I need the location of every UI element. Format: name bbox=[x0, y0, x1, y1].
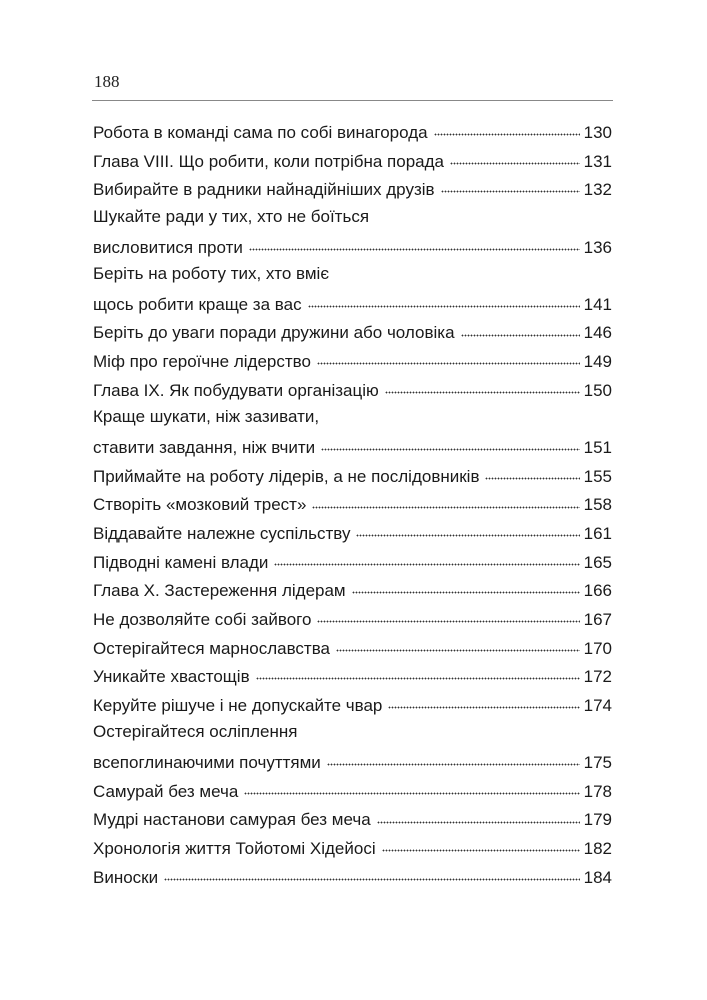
toc-entry-page: 166 bbox=[583, 581, 612, 601]
toc-entry bbox=[93, 551, 612, 580]
toc-entry-title: Не дозволяйте собі зайвого bbox=[93, 609, 312, 629]
dot-leader bbox=[308, 295, 580, 312]
toc-entry bbox=[93, 694, 612, 723]
dot-leader bbox=[450, 151, 580, 168]
dot-leader bbox=[249, 237, 580, 254]
dot-leader bbox=[321, 438, 579, 455]
toc-entry-title: Глава VIII. Що робити, коли потрібна порада bbox=[93, 151, 444, 171]
toc-entry bbox=[93, 207, 612, 236]
toc-entry bbox=[93, 178, 612, 207]
dot-leader bbox=[244, 781, 579, 798]
toc-entry-page: 175 bbox=[583, 753, 612, 773]
toc-entry bbox=[93, 379, 612, 408]
toc-entry bbox=[93, 665, 612, 694]
dot-leader bbox=[382, 839, 580, 856]
dot-leader bbox=[461, 323, 580, 340]
toc-entry-title: Віддавайте належне суспільству bbox=[93, 523, 351, 543]
toc-entry-title: Виноски bbox=[93, 867, 159, 887]
toc-entry bbox=[93, 236, 612, 265]
toc-entry bbox=[93, 780, 612, 809]
dot-leader bbox=[274, 552, 579, 569]
dot-leader bbox=[256, 667, 580, 684]
toc-entry-page: 150 bbox=[583, 380, 612, 400]
toc-entry-page: 141 bbox=[583, 294, 612, 314]
toc-entry-page: 131 bbox=[583, 151, 612, 171]
toc-entry-title: Беріть на роботу тих, хто вміє bbox=[93, 264, 329, 284]
toc-entry-title: Беріть до уваги поради дружини або чоловіка bbox=[93, 323, 455, 343]
dot-leader bbox=[312, 495, 579, 512]
toc-entry-page: 179 bbox=[583, 810, 612, 830]
toc-entry-title: Вибирайте в радники найнадійніших друзів bbox=[93, 180, 435, 200]
toc-entry-title: Міф про героїчне лідерство bbox=[93, 352, 311, 372]
toc-entry-title: Глава IX. Як побудувати організацію bbox=[93, 380, 379, 400]
toc-entry-title: Мудрі настанови самурая без меча bbox=[93, 810, 371, 830]
toc-entry bbox=[93, 407, 612, 436]
toc-entry-title: висловитися проти bbox=[93, 237, 243, 257]
toc-entry-title: Створіть «мозковий трест» bbox=[93, 495, 307, 515]
toc-entry-page: 155 bbox=[583, 466, 612, 486]
toc-entry bbox=[93, 751, 612, 780]
toc-entry bbox=[93, 293, 612, 322]
toc-entry-page: 174 bbox=[583, 695, 612, 715]
toc-entry-title: Краще шукати, ніж зазивати, bbox=[93, 407, 320, 427]
toc-entry-page: 182 bbox=[583, 839, 612, 859]
toc-entry-page: 161 bbox=[583, 523, 612, 543]
toc-entry-title: Самурай без меча bbox=[93, 781, 239, 801]
toc-entry-page: 178 bbox=[583, 781, 612, 801]
toc-entry-page: 146 bbox=[583, 323, 612, 343]
toc-entry-page: 136 bbox=[583, 237, 612, 257]
toc-entry bbox=[93, 121, 612, 150]
toc-entry-title: Робота в команді сама по собі винагорода bbox=[93, 123, 428, 142]
dot-leader bbox=[385, 380, 580, 397]
dot-leader bbox=[434, 123, 580, 140]
dot-leader bbox=[164, 867, 580, 884]
toc-entry-title: щось робити краще за вас bbox=[93, 294, 302, 314]
toc-entry-page: 130 bbox=[583, 123, 612, 142]
toc-entry bbox=[93, 465, 612, 494]
toc-entry-page: 149 bbox=[583, 352, 612, 372]
toc-entry-title: всепоглинаючими почуттями bbox=[93, 753, 321, 773]
dot-leader bbox=[317, 352, 580, 369]
toc-entry-page: 184 bbox=[583, 867, 612, 887]
toc-entry bbox=[93, 350, 612, 379]
dot-leader bbox=[317, 610, 579, 627]
toc-entry bbox=[93, 637, 612, 666]
toc-entry bbox=[93, 150, 612, 179]
table-of-contents bbox=[93, 121, 612, 894]
toc-entry-page: 151 bbox=[583, 438, 612, 458]
toc-entry bbox=[93, 837, 612, 866]
toc-entry-page: 132 bbox=[583, 180, 612, 200]
toc-entry-page: 172 bbox=[583, 667, 612, 687]
toc-entry bbox=[93, 722, 612, 751]
toc-entry-page: 165 bbox=[583, 552, 612, 572]
dot-leader bbox=[485, 466, 579, 483]
toc-entry-page: 167 bbox=[583, 609, 612, 629]
toc-entry bbox=[93, 579, 612, 608]
toc-entry bbox=[93, 522, 612, 551]
toc-entry bbox=[93, 264, 612, 293]
toc-entry-page: 158 bbox=[583, 495, 612, 515]
toc-entry-title: Остерігайтеся марнославства bbox=[93, 638, 330, 658]
toc-entry bbox=[93, 493, 612, 522]
dot-leader bbox=[377, 810, 580, 827]
toc-entry bbox=[93, 608, 612, 637]
dot-leader bbox=[441, 180, 580, 197]
toc-entry-title: ставити завдання, ніж вчити bbox=[93, 438, 316, 458]
toc-entry-title: Шукайте ради у тих, хто не боїться bbox=[93, 206, 370, 226]
toc-entry-title: Уникайте хвастощів bbox=[93, 667, 250, 687]
dot-leader bbox=[327, 753, 580, 770]
toc-entry-title: Глава X. Застереження лідерам bbox=[93, 581, 346, 601]
dot-leader bbox=[352, 581, 580, 598]
toc-entry-title: Керуйте рішуче і не допускайте чвар bbox=[93, 695, 383, 715]
dot-leader bbox=[356, 524, 579, 541]
dot-leader bbox=[388, 696, 579, 713]
toc-entry bbox=[93, 436, 612, 465]
toc-entry-title: Приймайте на роботу лідерів, а не послідовників bbox=[93, 466, 480, 486]
toc-entry-page: 170 bbox=[583, 638, 612, 658]
toc-entry-title: Остерігайтеся осліплення bbox=[93, 722, 298, 742]
toc-entry bbox=[93, 321, 612, 350]
dot-leader bbox=[336, 638, 580, 655]
toc-entry bbox=[93, 866, 612, 895]
header-rule bbox=[92, 100, 613, 101]
toc-entry-title: Підводні камені влади bbox=[93, 552, 269, 572]
toc-entry-title: Хронологія життя Тойотомі Хідейосі bbox=[93, 839, 376, 859]
toc-entry bbox=[93, 808, 612, 837]
page-number: 188 bbox=[94, 72, 120, 91]
